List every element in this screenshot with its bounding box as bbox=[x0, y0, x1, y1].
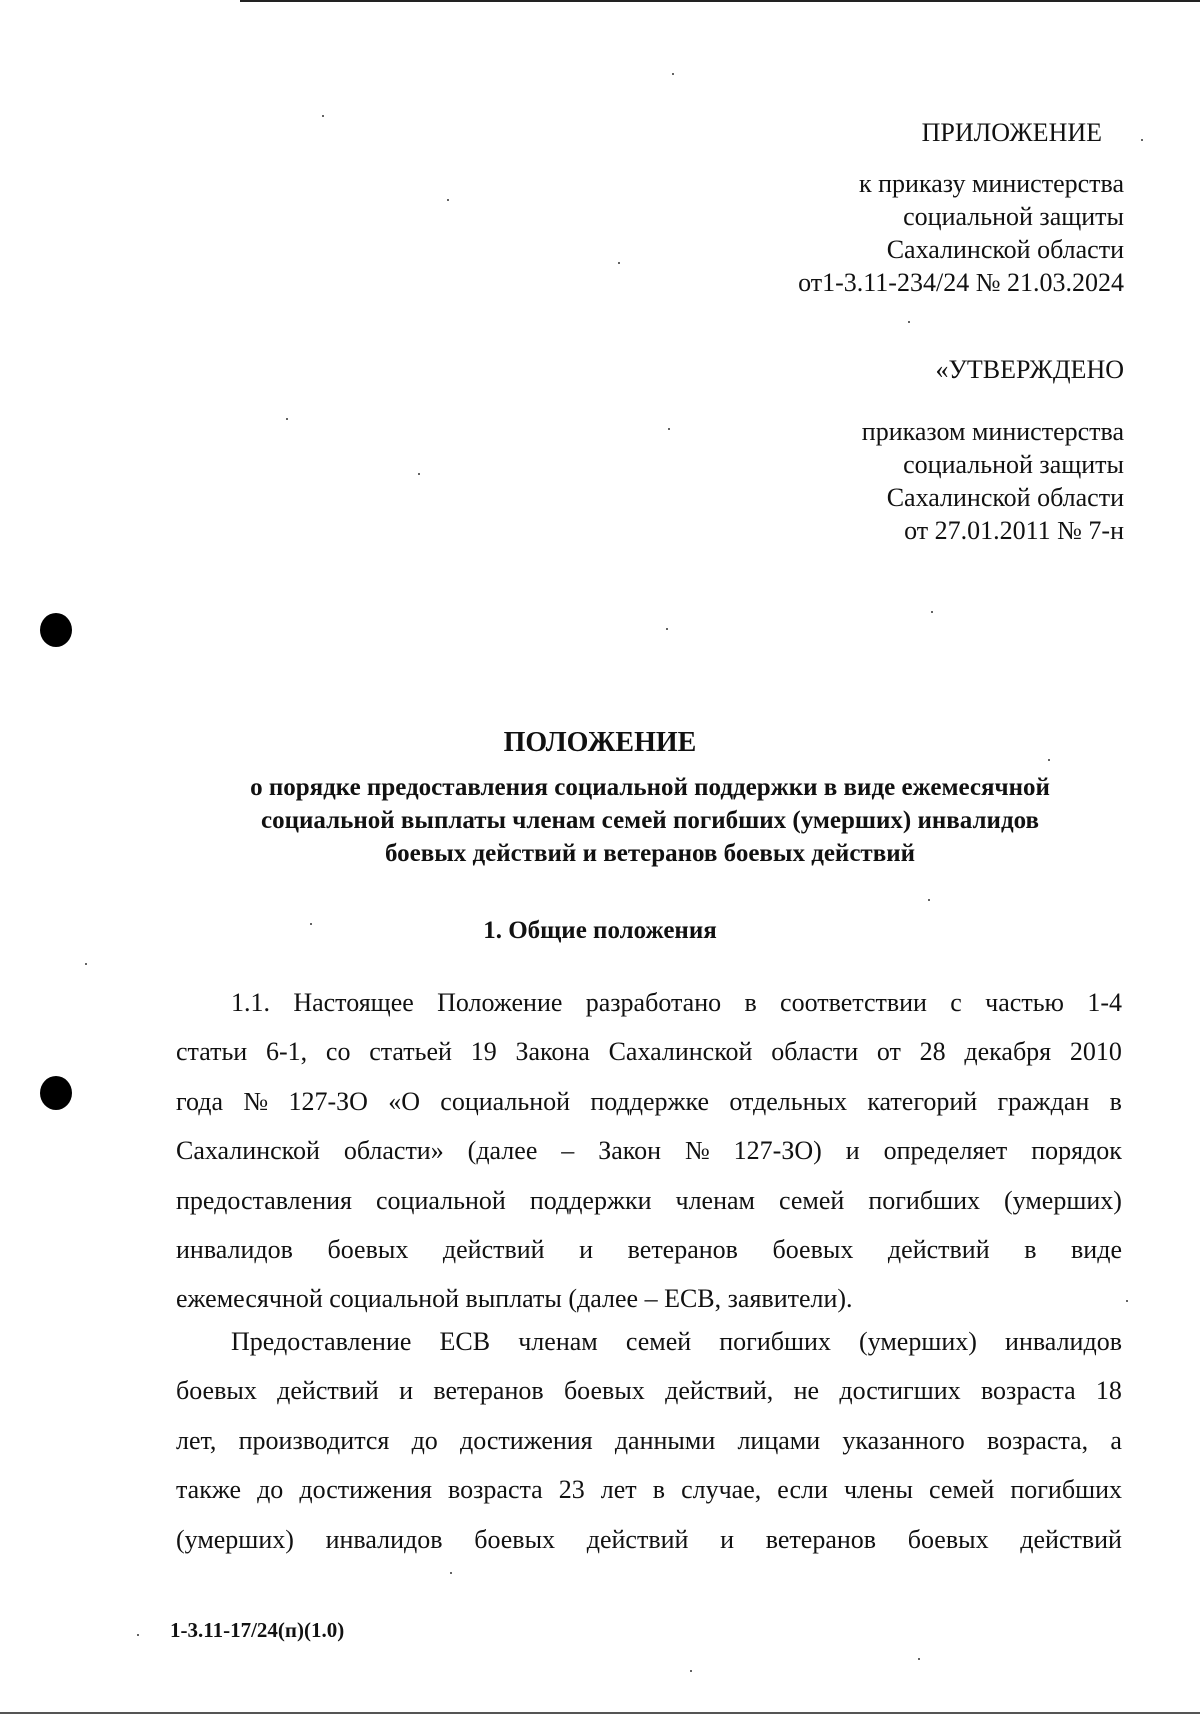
word: № bbox=[684, 1136, 710, 1166]
word: а bbox=[1110, 1425, 1122, 1455]
word: и bbox=[579, 1234, 594, 1264]
word: 6-1, bbox=[265, 1037, 308, 1067]
document-title: ПОЛОЖЕНИЕ bbox=[503, 727, 697, 758]
word: действий bbox=[1020, 1524, 1122, 1554]
word: члены bbox=[843, 1475, 913, 1505]
word: достижения bbox=[460, 1425, 593, 1455]
word: от bbox=[876, 1037, 901, 1067]
scan-speck bbox=[672, 73, 674, 75]
section-heading: 1. Общие положения bbox=[483, 917, 717, 944]
word: частью bbox=[985, 988, 1064, 1017]
paragraph-line bbox=[176, 1317, 1122, 1366]
word: определяет bbox=[883, 1136, 1008, 1166]
scan-speck bbox=[908, 321, 910, 323]
paragraph-line bbox=[176, 1077, 1122, 1126]
approved-block bbox=[862, 353, 1124, 547]
word: производится bbox=[238, 1425, 390, 1455]
scan-speck bbox=[85, 963, 87, 965]
word: области bbox=[771, 1037, 859, 1067]
word: соответствии bbox=[780, 988, 927, 1017]
word: года bbox=[176, 1086, 224, 1116]
annex-line: от1-3.11-234/24 № 21.03.2024 bbox=[798, 268, 1124, 297]
approved-line: Сахалинской области bbox=[886, 483, 1124, 512]
word: 127-ЗО) bbox=[733, 1136, 822, 1166]
word: отдельных bbox=[729, 1086, 848, 1116]
paragraph-line bbox=[176, 1366, 1122, 1415]
word: членам bbox=[675, 1185, 755, 1215]
word: 23 bbox=[558, 1475, 585, 1505]
word: Закон bbox=[598, 1136, 662, 1166]
word: декабря bbox=[964, 1037, 1052, 1067]
paragraph-line bbox=[176, 978, 1122, 1027]
punch-hole-icon bbox=[40, 1076, 72, 1110]
word: 1.1. bbox=[231, 988, 270, 1017]
word: данными bbox=[614, 1425, 716, 1455]
paragraph-line bbox=[176, 1027, 1122, 1076]
word: в bbox=[1109, 1086, 1122, 1116]
word: членам bbox=[518, 1327, 598, 1356]
paragraph bbox=[176, 978, 1122, 1324]
word: 18 bbox=[1095, 1376, 1122, 1406]
paragraph bbox=[176, 1317, 1122, 1564]
word: (умерших) bbox=[1004, 1185, 1122, 1215]
scan-speck bbox=[618, 262, 620, 264]
word: боевых bbox=[327, 1234, 409, 1264]
word: поддержке bbox=[590, 1086, 710, 1116]
subtitle-line: социальной выплаты членам семей погибших (умерших) инвалидов bbox=[261, 807, 1039, 834]
word: разработано bbox=[585, 988, 722, 1017]
word: погибших bbox=[1010, 1475, 1122, 1505]
word: не bbox=[793, 1376, 820, 1406]
word: социальной bbox=[440, 1086, 571, 1116]
annex-line: Сахалинской области bbox=[886, 235, 1124, 264]
scan-speck bbox=[1141, 139, 1143, 141]
scan-speck bbox=[418, 473, 420, 475]
word: также bbox=[176, 1475, 242, 1505]
word: – bbox=[561, 1136, 575, 1166]
word: боевых bbox=[563, 1376, 645, 1406]
scan-speck bbox=[286, 418, 288, 420]
word: возраста, bbox=[986, 1425, 1089, 1455]
paragraph-line bbox=[176, 1126, 1122, 1175]
word: виде bbox=[1071, 1234, 1122, 1264]
word: 127-ЗО bbox=[288, 1086, 368, 1116]
word: действий bbox=[277, 1376, 379, 1406]
word: лицами bbox=[737, 1425, 821, 1455]
word: действий bbox=[442, 1234, 545, 1264]
scan-speck bbox=[447, 199, 449, 201]
word: достигших bbox=[839, 1376, 961, 1406]
word: инвалидов bbox=[176, 1234, 293, 1264]
word: семей bbox=[625, 1327, 692, 1356]
word: достижения bbox=[299, 1475, 432, 1505]
word: боевых bbox=[907, 1524, 989, 1554]
scan-speck bbox=[918, 1658, 920, 1660]
word: семей bbox=[779, 1185, 845, 1215]
word: статьи bbox=[176, 1037, 248, 1067]
document-subtitle bbox=[140, 771, 1160, 870]
word: случае, bbox=[681, 1475, 762, 1505]
word: со bbox=[325, 1037, 351, 1067]
scan-edge-top bbox=[240, 0, 1200, 2]
word: категорий bbox=[867, 1086, 978, 1116]
scan-speck bbox=[322, 115, 324, 117]
word: и bbox=[720, 1524, 735, 1554]
word: 19 bbox=[470, 1037, 497, 1067]
word: погибших bbox=[868, 1185, 980, 1215]
word: (умерших) bbox=[176, 1524, 294, 1554]
word: до bbox=[411, 1425, 438, 1455]
word: возраста bbox=[448, 1475, 543, 1505]
word: статьей bbox=[369, 1037, 452, 1067]
approved-line: социальной защиты bbox=[903, 450, 1124, 479]
word: в bbox=[1024, 1234, 1037, 1264]
word: и bbox=[845, 1136, 860, 1166]
word: Сахалинской bbox=[608, 1037, 753, 1067]
scan-speck bbox=[931, 611, 933, 613]
word: ветеранов bbox=[433, 1376, 544, 1406]
word: в bbox=[744, 988, 757, 1017]
paragraph-line bbox=[176, 1465, 1122, 1514]
scan-speck bbox=[690, 1670, 692, 1672]
word: Настоящее bbox=[293, 988, 414, 1017]
word: инвалидов bbox=[1005, 1327, 1122, 1356]
word: Закона bbox=[515, 1037, 590, 1067]
paragraph-line bbox=[176, 1176, 1122, 1225]
word: лет bbox=[600, 1475, 637, 1505]
word: 1-4 bbox=[1087, 988, 1122, 1017]
word: возраста bbox=[980, 1376, 1076, 1406]
footer-document-code: 1-3.11-17/24(п)(1.0) bbox=[170, 1618, 345, 1642]
word: указанного bbox=[842, 1425, 965, 1455]
word: ЕСВ bbox=[439, 1327, 491, 1356]
annex-title: ПРИЛОЖЕНИЕ bbox=[921, 118, 1102, 147]
scan-speck bbox=[668, 428, 670, 430]
word: Сахалинской bbox=[176, 1136, 320, 1166]
subtitle-line: боевых действий и ветеранов боевых действий bbox=[384, 840, 916, 867]
scan-speck bbox=[137, 1634, 139, 1636]
word: погибших bbox=[719, 1327, 831, 1356]
word: действий, bbox=[665, 1376, 774, 1406]
scan-speck bbox=[450, 1572, 452, 1574]
word: (далее bbox=[467, 1136, 538, 1166]
word: № bbox=[243, 1086, 269, 1116]
word: боевых bbox=[772, 1234, 854, 1264]
scan-speck bbox=[666, 628, 668, 630]
word: боевых bbox=[474, 1524, 556, 1554]
word: предоставления bbox=[176, 1185, 352, 1215]
word: действий bbox=[887, 1234, 990, 1264]
word: порядок bbox=[1031, 1136, 1122, 1166]
scan-speck bbox=[928, 899, 930, 901]
word: Положение bbox=[437, 988, 563, 1017]
word: если bbox=[777, 1475, 828, 1505]
approved-line: приказом министерства bbox=[861, 417, 1124, 446]
subtitle-line: о порядке предоставления социальной поддержки в виде ежемесячной bbox=[250, 774, 1050, 801]
word: боевых bbox=[176, 1376, 257, 1406]
word: (умерших) bbox=[859, 1327, 977, 1356]
word: семей bbox=[928, 1475, 995, 1505]
word: и bbox=[399, 1376, 414, 1406]
scan-speck bbox=[1126, 1300, 1128, 1302]
punch-hole-icon bbox=[40, 613, 72, 647]
word: граждан bbox=[997, 1086, 1090, 1116]
word: области» bbox=[343, 1136, 444, 1166]
annex-block bbox=[798, 116, 1124, 299]
word: лет, bbox=[176, 1425, 217, 1455]
paragraph-line bbox=[176, 1225, 1122, 1274]
word: ветеранов bbox=[627, 1234, 738, 1264]
word: ежемесячной социальной выплаты (далее – ЕСВ, заявители). bbox=[176, 1284, 853, 1314]
paragraph-line bbox=[176, 1416, 1122, 1465]
word: Предоставление bbox=[231, 1327, 412, 1356]
approved-title: «УТВЕРЖДЕНО bbox=[935, 355, 1124, 384]
word: социальной bbox=[376, 1185, 506, 1215]
paragraph-line bbox=[176, 1515, 1122, 1564]
scan-edge-bottom bbox=[0, 1712, 1200, 1714]
word: 2010 bbox=[1069, 1037, 1122, 1067]
word: поддержки bbox=[529, 1185, 652, 1215]
word: с bbox=[950, 988, 962, 1017]
word: ветеранов bbox=[765, 1524, 877, 1554]
word: «О bbox=[388, 1086, 420, 1116]
word: в bbox=[652, 1475, 666, 1505]
annex-line: к приказу министерства bbox=[859, 169, 1124, 198]
word: 28 bbox=[919, 1037, 946, 1067]
word: действий bbox=[586, 1524, 689, 1554]
annex-line: социальной защиты bbox=[903, 202, 1124, 231]
approved-line: от 27.01.2011 № 7-н bbox=[904, 516, 1124, 545]
word: до bbox=[257, 1475, 284, 1505]
word: инвалидов bbox=[325, 1524, 443, 1554]
